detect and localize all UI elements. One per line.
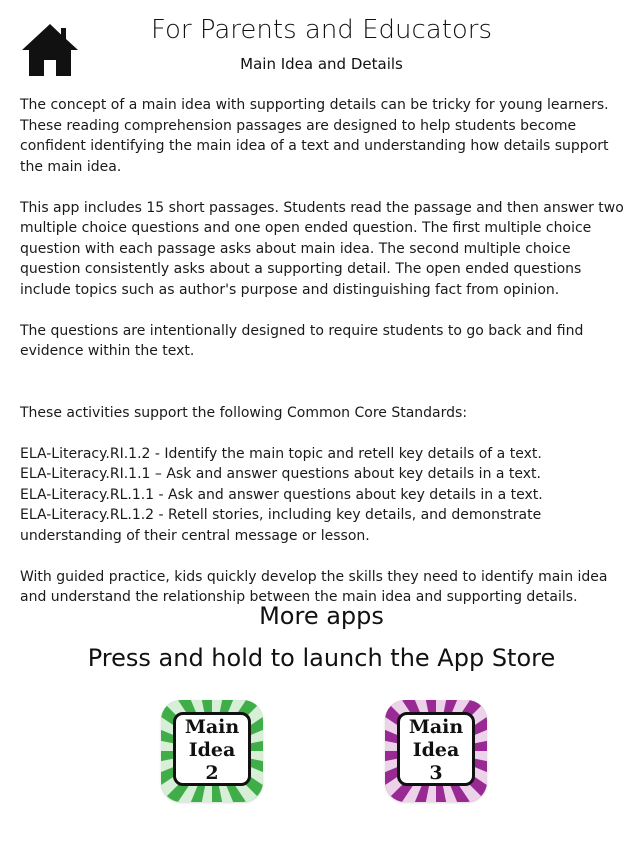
page-title: For Parents and Educators [150,15,493,45]
standard-item: ELA-Literacy.RI.1.1 – Ask and answer questions about key details in a text. [20,466,542,482]
standard-item: ELA-Literacy.RL.1.1 - Ask and answer questions about key details in a text. [20,486,543,503]
app-icon-line: Idea [412,739,460,761]
app-icon-line: Idea [188,739,236,761]
app-icon-number: 2 [205,762,219,784]
main-idea-3-app-icon[interactable] [385,700,487,802]
standard-item: ELA-Literacy.RL.1.2 - Retell stories, including key details, and demonstrate understanding of their central message or lesson. [20,507,542,544]
app-icon-number: 3 [429,762,443,784]
app-store-instruction: Press and hold to launch the App Store [87,644,556,672]
intro-paragraph: The concept of a main idea with supporting details can be tricky for young learners. These reading comprehension passages are designed to help students become confident identifying the main idea of a text and understanding how details support the main idea. [20,97,609,175]
app-icon-line: Main [408,716,464,738]
closing-paragraph: With guided practice, kids quickly develop the skills they need to identify main idea and understand the relationship between the main idea and supporting details. [20,568,608,605]
standards-intro: These activities support the following Common Core Standards: [20,404,468,421]
more-apps-heading: More apps [259,602,384,630]
app-icon-label [173,712,251,786]
questions-paragraph: The questions are intentionally designed to require students to go back and find evidence within the text. [20,322,584,359]
app-description-paragraph: This app includes 15 short passages. Students read the passage and then answer two multiple choice questions and one open ended question. The first multiple choice question with each passage asks about main idea. The second multiple choice question consistently asks about a supporting detail. The open ended questions include topics such as author's purpose and distinguishing fact from opinion. [20,199,624,298]
app-icon-line: Main [184,716,240,738]
main-idea-2-app-icon[interactable] [161,700,263,802]
info-text [20,95,632,608]
page-subtitle: Main Idea and Details [240,55,403,73]
app-icon-label [397,712,475,786]
standard-item: ELA-Literacy.RI.1.2 - Identify the main topic and retell key details of a text. [20,445,542,462]
